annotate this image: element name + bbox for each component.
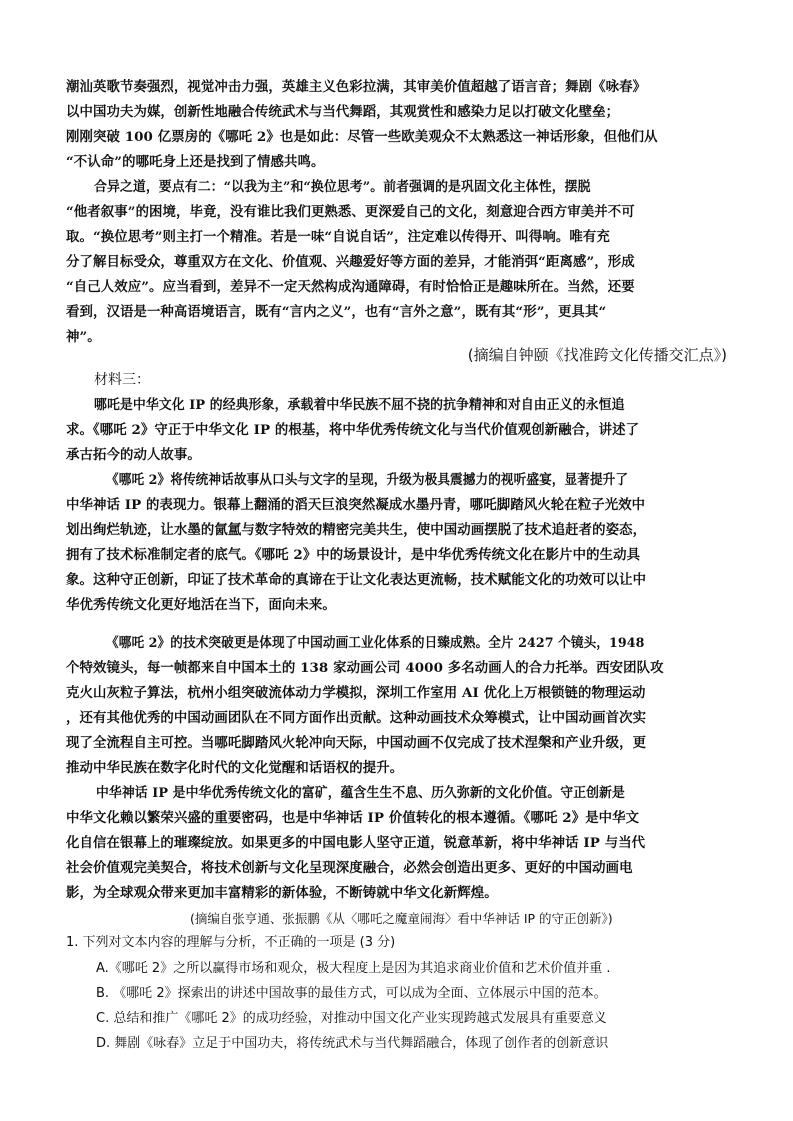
para1-line-3: 刚刚突破 100 亿票房的《哪吒 2》也是如此：尽管一些欧美观众不太熟悉这一神话形象，但他们从 (66, 129, 658, 145)
para5-line-2: 个特效镜头，每一帧都来自中国本土的 138 家动画公司 4000 多名动画人的合力托举。西安团队攻 (66, 660, 664, 676)
source-citation-2: (摘编自张亨通、张振鹏《从〈哪吒之魔童闹海〉看中华神话 IP 的守正创新》) (190, 911, 613, 926)
question-stem: 1. 下列对文本内容的理解与分析，不正确的一项是 (3 分) (66, 935, 396, 950)
source-citation-1: (摘编自钟颐《找准跨文化传播交汇点》) (467, 346, 727, 364)
para4-line-3: 划出绚烂轨迹，让水墨的氤氲与数字特效的精密完美共生，使中国动画摆脱了技术追赶者的姿态， (66, 522, 647, 538)
para2-line-2: “他者叙事”的困境，毕竟，没有谁比我们更熟悉、更深爱自己的文化，刻意迎合西方审美并不可 (66, 204, 635, 220)
para5-line-5: 现了全流程自主可控。当哪吒脚踏风火轮冲向天际，中国动画不仅完成了技术涅槃和产业升级，更 (66, 735, 647, 751)
para2-line-5: “自己人效应”。应当看到，差异不一定天然构成沟通障碍，有时恰恰正是趣味所在。当然，还要 (66, 279, 635, 295)
para3-line-2: 求。《哪吒 2》守正于中华文化 IP 的根基，将中华优秀传统文化与当代价值观创新融合，讲述了 (66, 422, 640, 438)
para4-line-4: 拥有了技术标准制定者的底气。《哪吒 2》中的场景设计，是中华优秀传统文化在影片中的生动具 (66, 547, 641, 563)
para4-line-5: 象。这种守正创新，印证了技术革命的真谛在于让文化表达更流畅，技术赋能文化的功效可以让中 (66, 572, 647, 588)
option-c: C. 总结和推广《哪吒 2》的成功经验，对推动中国文化产业实现跨越式发展具有重要意义 (96, 1011, 607, 1026)
para6-line-5: 影，为全球观众带来更加丰富精彩的新体验，不断铸就中华文化新辉煌。 (66, 885, 498, 901)
option-d: D. 舞剧《咏春》立足于中国功夫，将传统武术与当代舞蹈融合，体现了创作者的创新意识 (96, 1036, 609, 1051)
para6-line-2: 中华文化赖以繁荣兴盛的重要密码，也是中华神话 IP 价值转化的根本遵循。《哪吒 2》是中华文 (66, 810, 640, 826)
para1-line-1: 潮汕英歌节奏强烈，视觉冲击力强，英雄主义色彩拉满，其审美价值超越了语言音；舞剧《咏春》 (66, 79, 647, 95)
para1-line-4: “不认命”的哪吒身上还是找到了情感共鸣。 (66, 154, 325, 170)
para5-line-4: ，还有其他优秀的中国动画团队在不同方面作出贡献。这种动画技术众筹模式，让中国动画首次实 (66, 710, 647, 726)
para4-line-6: 华优秀传统文化更好地活在当下，面向未来。 (66, 597, 336, 613)
para4-line-2: 中华神话 IP 的表现力。银幕上翻涌的滔天巨浪突然凝成水墨丹青，哪吒脚踏风火轮在粒子光效中 (66, 497, 646, 513)
para5-line-3: 克火山灰粒子算法，杭州小组突破流体动力学模拟，深圳工作室用 AI 优化上万根锁链的物理运动 (66, 685, 646, 701)
para2-line-1: 合异之道，要点有二：“以我为主”和“换位思考”。前者强调的是巩固文化主体性，摆脱 (94, 179, 591, 195)
para3-line-3: 承古拓今的动人故事。 (66, 447, 201, 463)
option-a: A.《哪吒 2》之所以赢得市场和观众，极大程度上是因为其追求商业价值和艺术价值并重 . (96, 961, 611, 976)
para2-line-3: 取。“换位思考”则主打一个精准。若是一味“自说自话”，注定难以传得开、叫得响。唯有充 (66, 229, 610, 245)
para4-line-1: 《哪吒 2》将传统神话故事从口头与文字的呈现，升级为极具震撼力的视听盛宴，显著提升了 (106, 472, 629, 488)
para3-line-1: 哪吒是中华文化 IP 的经典形象，承载着中华民族不屈不挠的抗争精神和对自由正义的永恒追 (94, 397, 625, 413)
para1-line-2: 以中国功夫为媒，创新性地融合传统武术与当代舞蹈，其观赏性和感染力足以打破文化壁垒； (66, 104, 620, 120)
option-b: B. 《哪吒 2》探索出的讲述中国故事的最佳方式，可以成为全面、立体展示中国的范本。 (96, 986, 607, 1001)
para6-line-3: 化自信在银幕上的璀璨绽放。如果更多的中国电影人坚守正道，锐意革新，将中华神话 IP 与当代 (66, 835, 646, 851)
para5-line-1: 《哪吒 2》的技术突破更是体现了中国动画工业化体系的日臻成熟。全片 2427 个镜头，1948 (106, 635, 645, 651)
para2-line-4: 分了解目标受众，尊重双方在文化、价值观、兴趣爱好等方面的差异，才能消弭“距离感”，形成 (66, 254, 635, 270)
para2-line-6: 看到，汉语是一种高语境语言，既有“言内之义”，也有“言外之意”，既有其“形”，更具其“ (66, 304, 607, 320)
para6-line-1: 中华神话 IP 是中华优秀传统文化的富矿，蕴含生生不息、历久弥新的文化价值。守正创新是 (96, 785, 625, 801)
para6-line-4: 社会价值观完美契合，将技术创新与文化呈现深度融合，必然会创造出更多、更好的中国动画电 (66, 860, 633, 876)
para5-line-6: 推动中华民族在数字化时代的文化觉醒和话语权的提升。 (66, 760, 404, 776)
material-three-heading: 材料三： (94, 372, 150, 388)
para2-line-7: 神”。 (66, 329, 101, 345)
